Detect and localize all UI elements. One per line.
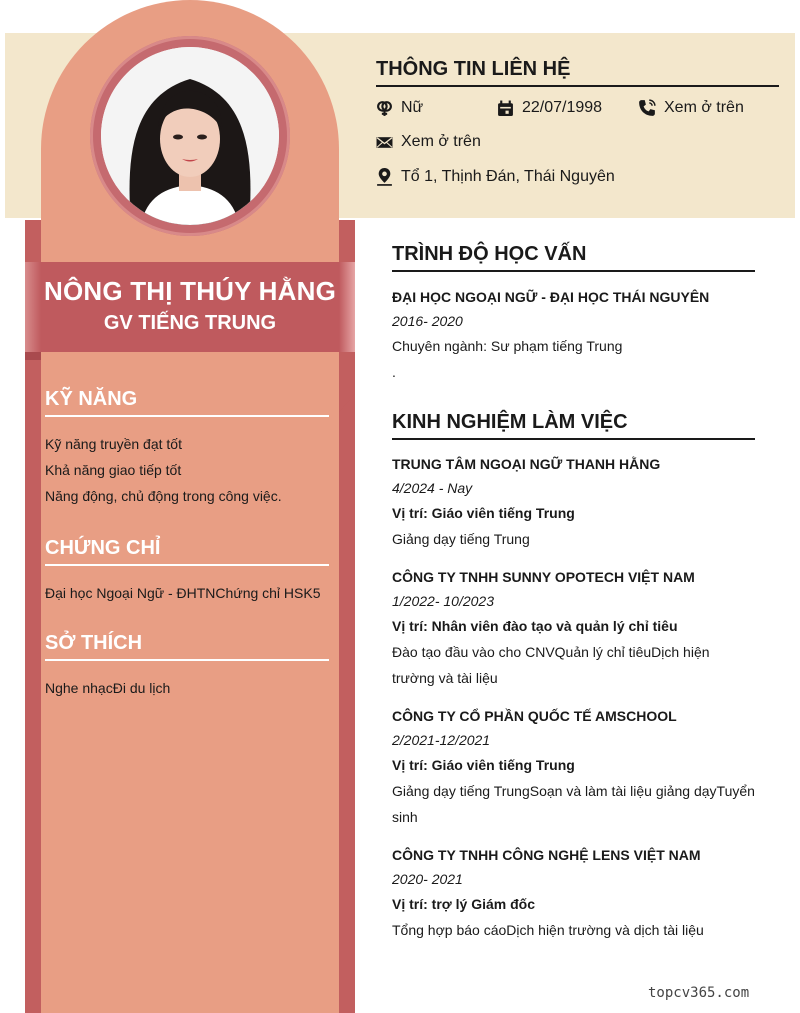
- experience-time: 1/2022- 10/2023: [392, 593, 494, 609]
- school-name: ĐẠI HỌC NGOẠI NGỮ - ĐẠI HỌC THÁI NGUYÊN: [392, 289, 710, 305]
- experience-entry: [392, 565, 755, 691]
- contact-gender: [376, 99, 423, 117]
- hobbies-heading: SỞ THÍCH: [45, 632, 329, 661]
- experience-org: CÔNG TY TNHH CÔNG NGHỆ LENS VIỆT NAM: [392, 847, 701, 863]
- phone-value: Xem ở trên: [664, 99, 744, 116]
- phone-icon: [638, 99, 656, 117]
- skills-heading: KỸ NĂNG: [45, 388, 329, 417]
- address-value: Tổ 1, Thịnh Đán, Thái Nguyên: [401, 167, 615, 185]
- calendar-icon: [497, 100, 514, 117]
- education-major: Chuyên ngành: Sư phạm tiếng Trung: [392, 338, 623, 354]
- certificate-text: Đại học Ngoại Ngữ - ĐHTNChứng chỉ HSK5: [45, 585, 321, 601]
- experience-desc: Giảng dạy tiếng Trung: [392, 531, 530, 547]
- hobbies-section: [45, 632, 329, 701]
- full-name: NÔNG THỊ THÚY HẰNG: [43, 276, 336, 306]
- avatar: [101, 47, 279, 225]
- education-note: .: [392, 364, 396, 380]
- avatar-photo: [101, 47, 279, 225]
- experience-org: CÔNG TY TNHH SUNNY OPOTECH VIỆT NAM: [392, 569, 695, 585]
- ribbon-fold-left: [25, 352, 41, 360]
- experience-time: 2/2021-12/2021: [392, 732, 491, 748]
- certificates-section: [45, 537, 329, 606]
- job-title: GV TIẾNG TRUNG: [103, 312, 277, 334]
- gender-icon: [376, 100, 393, 117]
- skills-section: [45, 388, 329, 509]
- contact-birthday: [497, 99, 602, 117]
- experience-org: CÔNG TY CỔ PHẦN QUỐC TẾ AMSCHOOL: [392, 708, 677, 724]
- experience-entry: [392, 452, 755, 552]
- certificates-heading: CHỨNG CHỈ: [45, 537, 329, 566]
- mail-icon: [376, 134, 393, 151]
- experience-desc: Đào tạo đầu vào cho CNVQuản lý chỉ tiêuDịch hiện trường và tài liệu: [392, 644, 710, 686]
- experience-role: Vị trí: Giáo viên tiếng Trung: [392, 505, 575, 521]
- education-entry: [392, 285, 755, 385]
- hobbies-text: Nghe nhạcĐi du lịch: [45, 680, 171, 696]
- avatar-frame: [90, 36, 290, 236]
- skill-item: Khả năng giao tiếp tốt: [45, 462, 182, 478]
- email-value: Xem ở trên: [401, 133, 481, 150]
- experience-role: Vị trí: trợ lý Giám đốc: [392, 896, 535, 912]
- skill-item: Năng động, chủ động trong công việc.: [45, 488, 282, 504]
- experience-desc: Tổng hợp báo cáoDịch hiện trường và dịch tài liệu: [392, 922, 704, 938]
- location-icon: [376, 167, 393, 186]
- experience-time: 4/2024 - Nay: [392, 480, 473, 496]
- skill-item: Kỹ năng truyền đạt tốt: [45, 436, 182, 452]
- experience-desc: Giảng dạy tiếng TrungSoạn và làm tài liệu giảng dạyTuyển sinh: [392, 783, 755, 825]
- experience-entry: [392, 704, 755, 830]
- watermark: topcv365.com: [648, 985, 750, 1001]
- contact-address: [376, 167, 615, 186]
- education-time: 2016- 2020: [392, 313, 463, 329]
- experience-entry: [392, 843, 755, 943]
- contact-email: [376, 133, 481, 151]
- experience-role: Vị trí: Giáo viên tiếng Trung: [392, 757, 575, 773]
- birthday-value: 22/07/1998: [522, 99, 603, 116]
- contact-phone: [638, 99, 744, 117]
- contact-title: THÔNG TIN LIÊN HỆ: [376, 58, 779, 87]
- experience-title: KINH NGHIỆM LÀM VIỆC: [392, 411, 755, 440]
- experience-time: 2020- 2021: [392, 871, 463, 887]
- education-title: TRÌNH ĐỘ HỌC VẤN: [392, 243, 755, 272]
- experience-role: Vị trí: Nhân viên đào tạo và quản lý chỉ tiêu: [392, 618, 678, 634]
- experience-org: TRUNG TÂM NGOẠI NGỮ THANH HẰNG: [392, 456, 661, 472]
- gender-value: Nữ: [401, 99, 424, 116]
